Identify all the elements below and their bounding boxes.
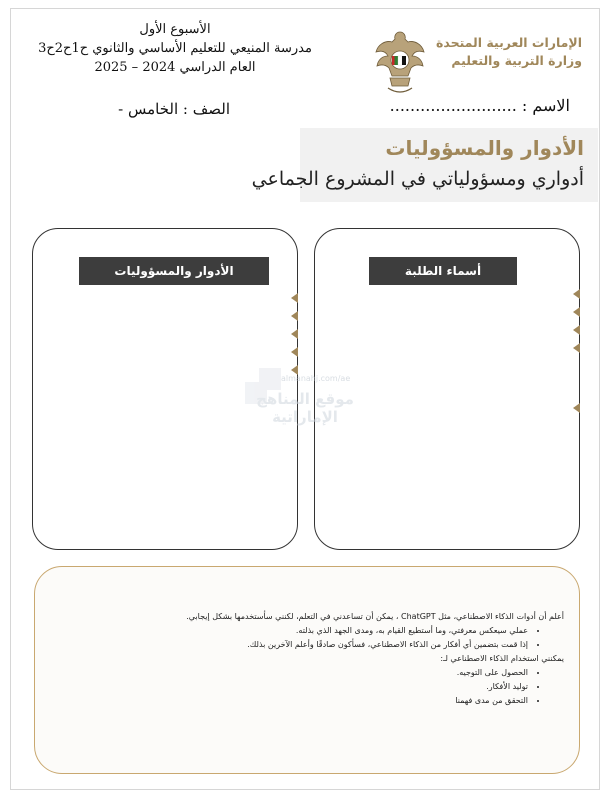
class-label: الصف : الخامس - [118, 100, 230, 118]
gold-triangle-marker-icon [573, 289, 580, 299]
ai-commitments-list [56, 624, 538, 651]
ministry-name [432, 34, 582, 70]
gold-triangle-marker-icon [573, 343, 580, 353]
students-card-header: أسماء الطلبة [369, 257, 517, 285]
gold-triangle-marker-icon [573, 307, 580, 317]
main-title: الأدوار والمسؤوليات [385, 136, 584, 160]
school-info [30, 20, 320, 77]
uae-falcon-emblem-icon [372, 26, 428, 98]
ai-intro: أعلم أن أدوات الذكاء الاصطناعي، مثل ChatGPT ، يمكن أن تساعدني في التعلم، لكنني سأستخدمها بشكل إيجابي. [186, 612, 564, 621]
list-item: • إذا قمت بتضمين أي أفكار من الذكاء الاصطناعي، فسأكون صادقًا وأعلم الآخرين بذلك. [56, 638, 528, 651]
gold-triangle-marker-icon [573, 403, 580, 413]
watermark [245, 368, 365, 428]
watermark-brand: موقع المناهج الإماراتية [256, 390, 354, 426]
watermark-block [259, 368, 281, 390]
sub-title: أدواري ومسؤولياتي في المشروع الجماعي [251, 168, 584, 190]
ai-usage-text [56, 610, 564, 708]
list-item: • توليد الأفكار. [56, 680, 528, 693]
gold-triangle-marker-icon [291, 347, 298, 357]
ai-uses-list [56, 666, 538, 707]
week-label: الأسبوع الأول [139, 22, 211, 37]
gold-triangle-marker-icon [573, 325, 580, 335]
gold-triangle-marker-icon [291, 311, 298, 321]
watermark-url: almanahj.com/ae [281, 374, 351, 383]
student-name-field[interactable]: الاسم : ......................... [389, 96, 570, 115]
gold-triangle-marker-icon [291, 329, 298, 339]
ministry-line-2: وزارة التربية والتعليم [451, 53, 582, 68]
list-item: • عملي سيعكس معرفتي، وما أستطيع القيام به، ومدى الجهد الذي بذلته. [56, 624, 528, 637]
ai-use-heading: يمكنني استخدام الذكاء الاصطناعي لـ: [440, 654, 564, 663]
school-name: مدرسة المنيعي للتعليم الأساسي والثانوي ح1ح2ح3 [38, 41, 312, 56]
list-item: • الحصول على التوجيه. [56, 666, 528, 679]
gold-triangle-marker-icon [291, 293, 298, 303]
academic-year: العام الدراسي 2024 – 2025 [94, 60, 256, 75]
list-item: • التحقق من مدى فهمنا [56, 694, 528, 707]
ministry-line-1: الإمارات العربية المتحدة [435, 35, 582, 50]
roles-card-header: الأدوار والمسؤوليات [79, 257, 269, 285]
